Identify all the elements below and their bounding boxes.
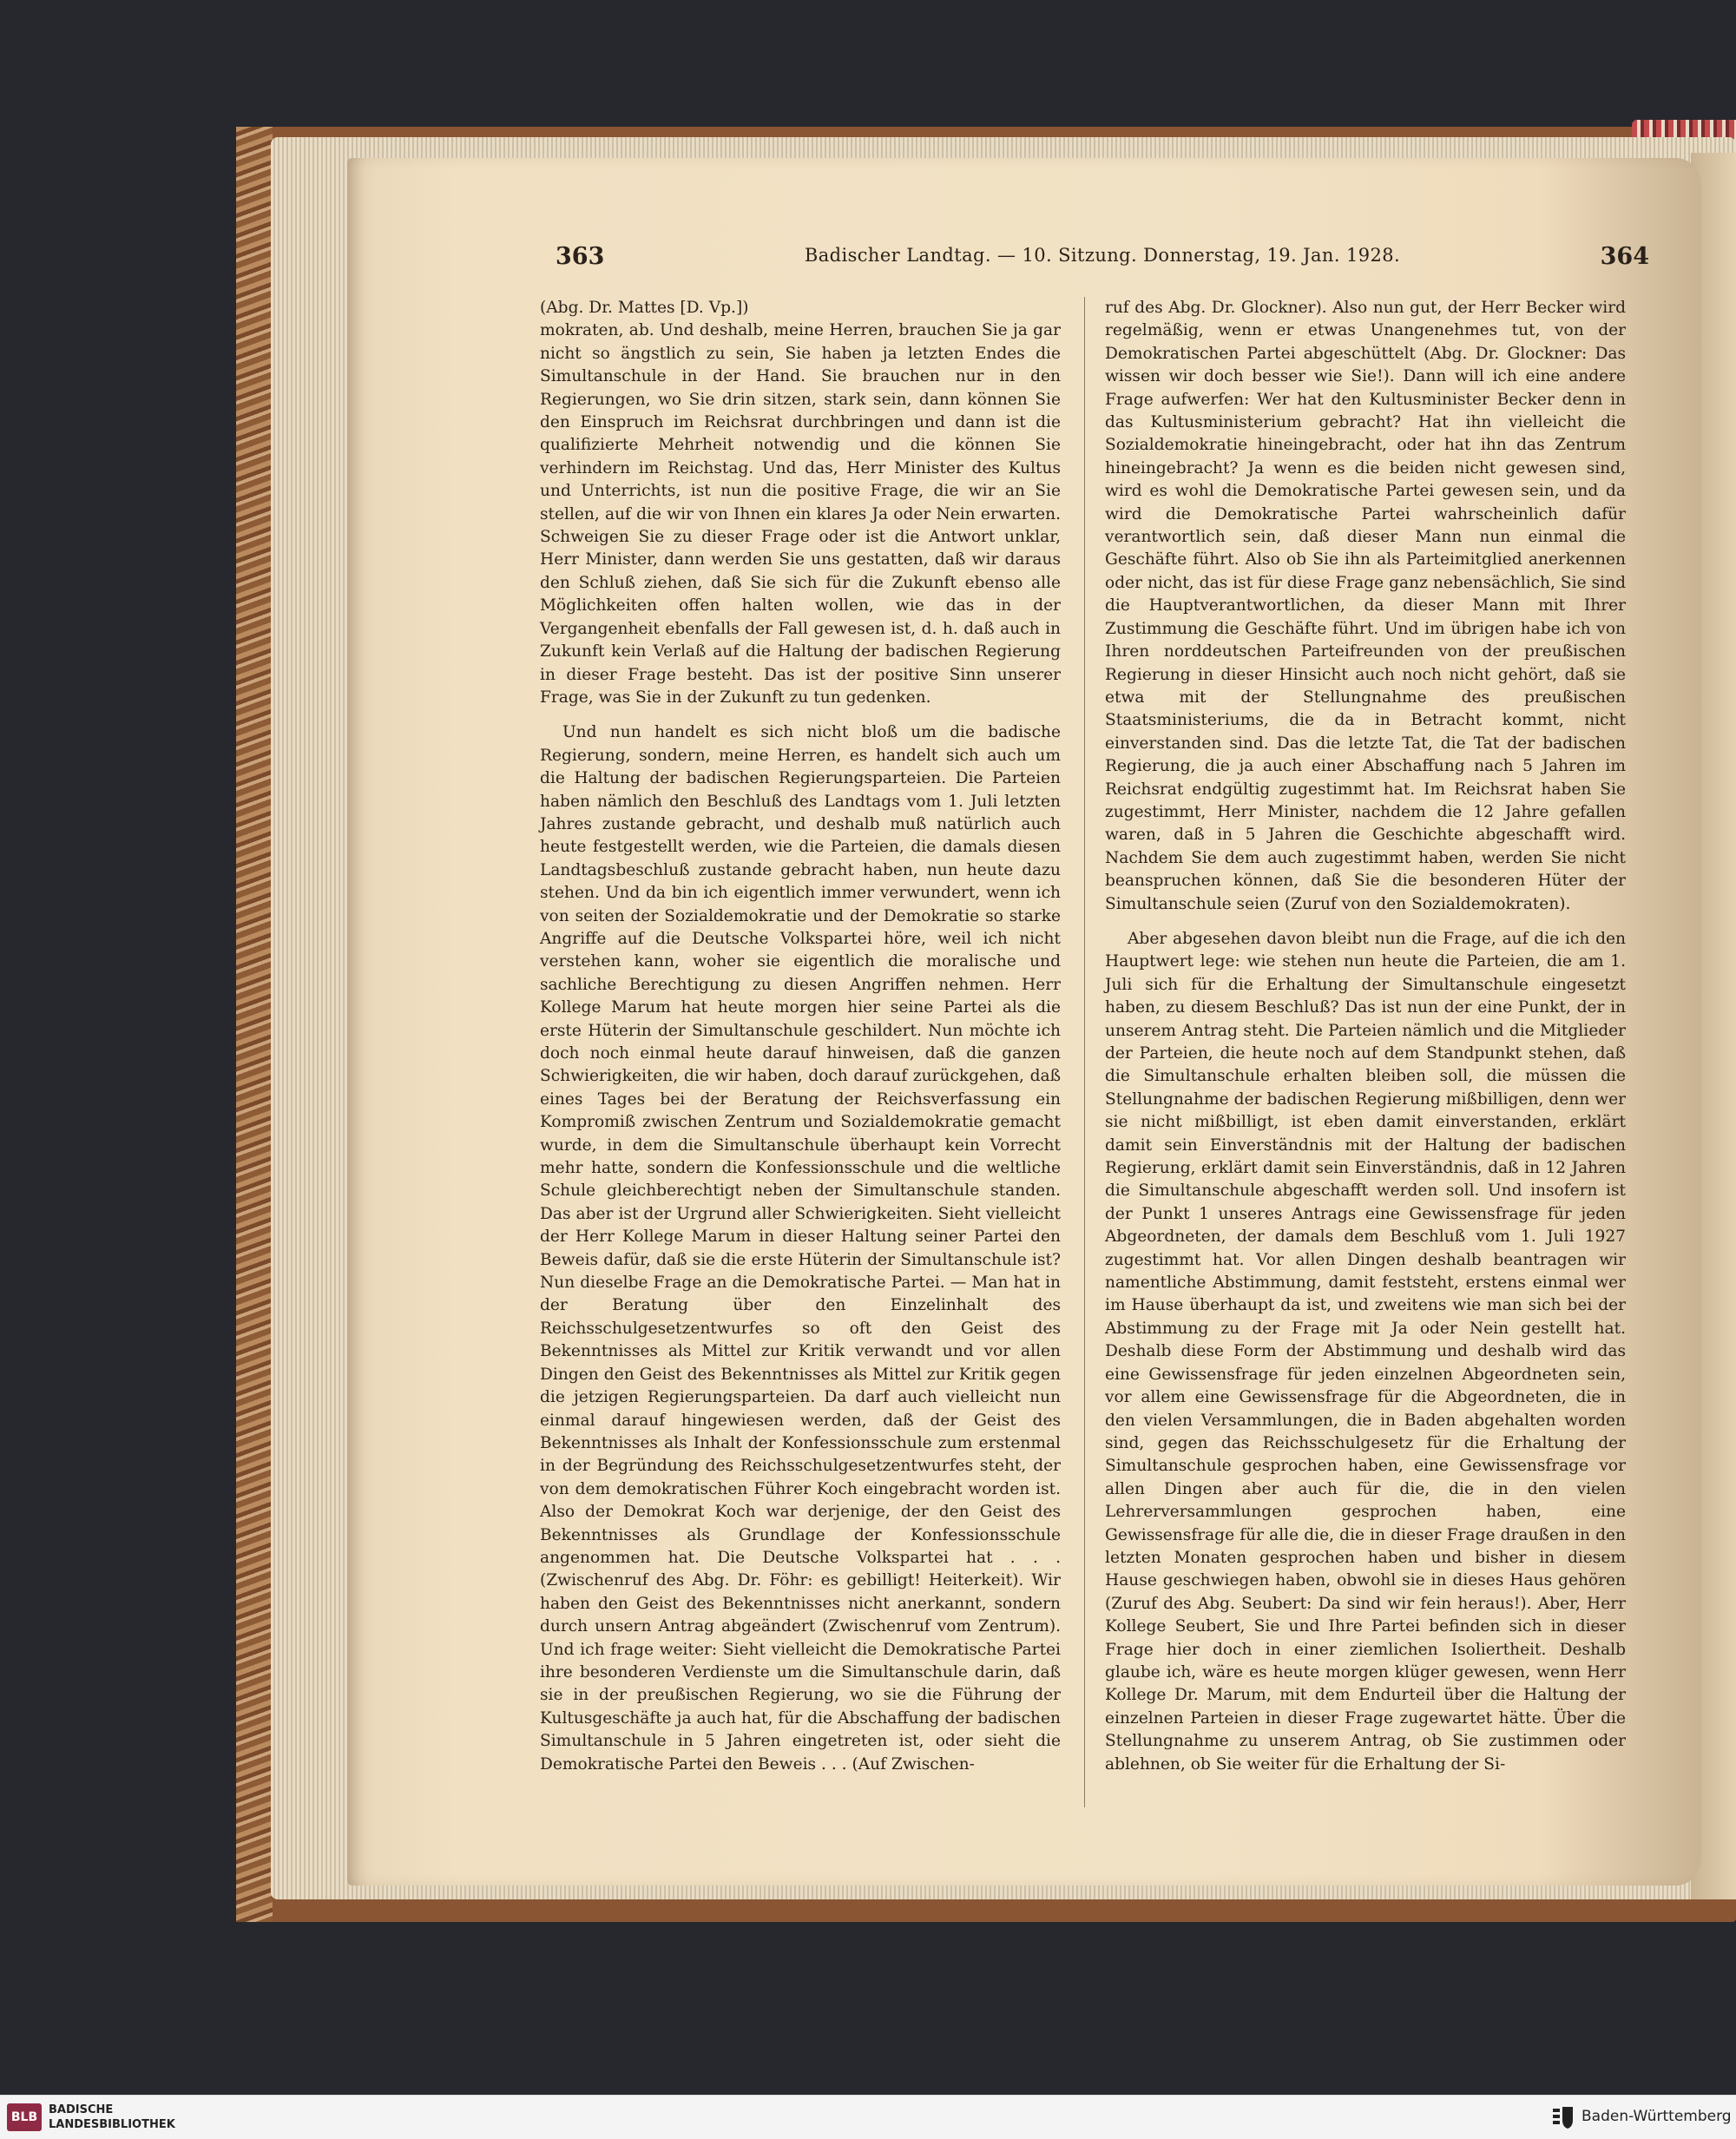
running-head-title: Badischer Landtag. — 10. Sitzung. Donnerstag, 19. Jan. 1928. [804, 245, 1401, 266]
paragraph: mokraten, ab. Und deshalb, meine Herren, brauchen Sie ja gar nicht so ängstlich zu sein, Sie haben ja letzten Endes die Simultanschule in der Hand. Sie brauchen nur in den Regierungen, wo Sie drin sitzen, stark sein, dann können Sie den Einspruch im Reichsrat durchbringen und dann ist die qualifizierte Mehrheit notwendig und die können Sie verhindern im Reichstag. Und das, Herr Minister des Kultus und Unterrichts, ist nun die positive Frage, die wir an Sie stellen, auf die wir von Ihnen ein klares Ja oder Nein erwarten. Schweigen Sie zu dieser Frage oder ist die Antwort unklar, Herr Minister, dann werden Sie uns gestatten, daß wir daraus den Schluß ziehen, daß Sie sich für die Zukunft ebenso alle Möglichkeiten offen halten wollen, wie das in der Vergangenheit ebenfalls der Fall gewesen ist, d. h. daß auch in Zukunft kein Verlaß auf die Haltung der badischen Regierung in dieser Frage besteht. Das ist der positive Sinn unserer Frage, was Sie in der Zukunft zu tun gedenken. [540, 321, 1061, 707]
paragraph: Aber abgesehen davon bleibt nun die Frage, auf die ich den Hauptwert lege: wie stehen nun heute die Parteien, die am 1. Juli sich für die Erhaltung der Simultanschule eingesetzt haben, zu diesem Beschluß? Das ist nun der eine Punkt, der in unserem Antrag steht. Die Parteien nämlich und die Mitglieder der Parteien, die heute noch auf dem Standpunkt stehen, daß die Simultanschule erhalten bleiben soll, die müssen die Stellungnahme der badischen Regierung mißbilligen, denn wer sie nicht mißbilligt, ist eben damit einverstanden, erklärt damit sein Einverständnis mit der Haltung der badischen Regierung, erklärt damit sein Einverständnis, daß in 12 Jahren die Simultanschule abgeschafft werden soll. Und insofern ist der Punkt 1 unseres Antrags eine Gewissensfrage für jeden Abgeordneten, der damals dem Beschluß vom 1. Juli 1927 zugestimmt hat. Vor allen Dingen deshalb beantragen wir namentliche Abstimmung, damit feststeht, erstens einmal wer im Hause überhaupt da ist, und zweitens wie man sich bei der Abstimmung zu der Frage mit Ja oder Nein gestellt hat. Deshalb diese Form der Abstimmung und deshalb wird das eine Gewissensfrage für jeden einzelnen Abgeordneten sein, vor allem eine Gewissensfrage für die Abgeordneten, die in den vielen Versammlungen, die in Baden abgehalten worden sind, gegen das Reichsschulgesetz für die Erhaltung der Simultanschule gesprochen haben, eine Gewissensfrage vor allen Dingen aber auch für die, die in den vielen Lehrerversammlungen gesprochen haben, eine Gewissensfrage für alle die, die in dieser Frage draußen in den letzten Monaten gesprochen haben und bisher in diesem Hause geschwiegen haben, obwohl sie in dieses Haus gehören (Zuruf des Abg. Seubert: Da sind wir fein heraus!). Aber, Herr Kollege Seubert, Sie und Ihre Partei befinden sich in dieser Frage hier doch in einer ziemlichen Isoliertheit. Deshalb glaube ich, wäre es heute morgen klüger gewesen, wenn Herr Kollege Dr. Marum, mit dem Endurteil über die Haltung der einzelnen Parteien in dieser Frage zugewartet hätte. Über die Stellungnahme zu unserem Antrag, ob Sie zustimmen oder ablehnen, ob Sie weiter für die Erhaltung der Si- [1105, 929, 1626, 1774]
library-name-line: BADISCHE [49, 2103, 114, 2116]
coat-of-arms-icon [1550, 2104, 1575, 2130]
page-number-right: 364 [1600, 243, 1649, 270]
text-column-left [540, 297, 1061, 1776]
marbled-cover-edge [236, 127, 273, 1922]
page-number-left: 363 [556, 243, 605, 270]
text-column-right [1105, 297, 1626, 1776]
paragraph: ruf des Abg. Dr. Glockner). Also nun gut, der Herr Becker wird regelmäßig, wenn er etwas Unangenehmes tut, von der Demokratischen Partei abgeschüttelt (Abg. Dr. Glockner: Das wissen wir doch besser wie Sie!). Dann will ich eine andere Frage aufwerfen: Wer hat den Kultusminister Becker denn in das Kultusministerium gebracht? Hat ihn vielleicht die Sozialdemokratie hineingebracht, oder hat ihn das Zentrum hineingebracht? Ja wenn es die beiden nicht gewesen sind, wird es wohl die Demokratische Partei gewesen sein, und da wird die Demokratische Partei wahrscheinlich dafür verantwortlich sein, daß dieser Mann nun einmal die Geschäfte führt. Also ob Sie ihn als Parteimitglied anerkennen oder nicht, das ist für diese Frage ganz nebensächlich, Sie sind die Hauptverantwortlichen, da dieser Mann mit Ihrer Zustimmung die Geschäfte führt. Und im übrigen habe ich von Ihren norddeutschen Parteifreunden von der preußischen Regierung in dieser Hinsicht auch noch nicht gehört, daß sie etwa mit der Stellungnahme des preußischen Staatsministeriums, die da in Betracht kommt, nicht einverstanden sind. Das die letzte Tat, die Tat der badischen Regierung, die ja auch einer Abschaffung nach 5 Jahren im Reichsrat endgültig zugestimmt hat. Im Reichsrat haben Sie zugestimmt, Herr Minister, nachdem die 12 Jahre gefallen waren, daß in 5 Jahren die Geschichte abgeschafft wird. Nachdem Sie dem auch zugestimmt haben, werden Sie nicht beanspruchen können, daß Sie die besonderen Hüter der Simultanschule seien (Zuruf von den Sozialdemokraten). [1105, 299, 1626, 913]
library-name-line: LANDESBIBLIOTHEK [49, 2118, 175, 2131]
column-divider [1084, 297, 1085, 1807]
paragraph: Und nun handelt es sich nicht bloß um die badische Regierung, sondern, meine Herren, es handelt sich auch um die Haltung der badischen Regierungsparteien. Die Parteien haben nämlich den Beschluß des Landtags vom 1. Juli letzten Jahres zustande gebracht, und deshalb muß natürlich auch heute festgestellt werden, wie die Parteien, die damals diesen Landtagsbeschluß zustande gebracht haben, nun heute dazu stehen. Und da bin ich eigentlich immer verwundert, wenn ich von seiten der Sozialdemokratie und der Demokratie so starke Angriffe auf die Deutsche Volkspartei höre, weil ich nicht verstehen kann, woher sie eigentlich die moralische und sachliche Berechtigung zu diesen Angriffen nehmen. Herr Kollege Marum hat heute morgen hier seine Partei als die erste Hüterin der Simultanschule geschildert. Nun möchte ich doch noch einmal heute darauf hinweisen, daß die ganzen Schwierigkeiten, die wir haben, doch darauf zurückgehen, daß eines Tages bei der Beratung der Reichsverfassung ein Kompromiß zwischen Zentrum und Sozialdemokratie gemacht wurde, in dem die Simultanschule überhaupt kein Vorrecht mehr hatte, sondern die Konfessionsschule und die weltliche Schule gleichberechtigt neben der Simultanschule standen. Das aber ist der Urgrund aller Schwierigkeiten. Sieht vielleicht der Herr Kollege Marum in dieser Haltung seiner Partei den Beweis dafür, daß sie die erste Hüterin der Simultanschule ist? Nun dieselbe Frage an die Demokratische Partei. — Man hat in der Beratung über den Einzelinhalt des Reichsschulgesetzentwurfes so oft den Geist des Bekenntnisses als Mittel zur Kritik verwandt und vor allen Dingen den Geist des Bekenntnisses als Mittel zur Kritik gegen die jetzigen Regierungsparteien. Da darf auch vielleicht nun einmal darauf hingewiesen werden, daß der Geist des Bekenntnisses als Inhalt der Konfessionsschule zum erstenmal in der Begründung des Reichsschulgesetzentwurfes steht, der von dem demokratischen Führer Koch eingebracht worden ist. Also der Demokrat Koch war derjenige, der den Geist des Bekenntnisses als Grundlage der Konfessionsschule angenommen hat. Die Deutsche Volkspartei hat . . . (Zwischenruf des Abg. Dr. Föhr: es gebilligt! Heiterkeit). Wir haben den Geist des Bekenntnisses nicht anerkannt, sondern durch unsern Antrag abgeändert (Zwischenruf vom Zentrum). Und ich frage weiter: Sieht vielleicht die Demokratische Partei ihre besonderen Verdienste um die Simultanschule darin, daß sie in der preußischen Regierung, wo sie die Führung der Kultusgeschäfte ja auch hat, für die Abschaffung der badischen Simultanschule in 5 Jahren eingetreten ist, oder sieht die Demokratische Partei den Beweis . . . (Auf Zwischen- [540, 723, 1061, 1774]
blb-logo[interactable]: BLB [7, 2103, 42, 2131]
library-name [49, 2103, 222, 2132]
state-label: Baden-Württemberg [1581, 2108, 1732, 2125]
speaker-header: (Abg. Dr. Mattes [D. Vp.]) [540, 299, 749, 317]
running-head [556, 243, 1649, 278]
viewer-footer [0, 2095, 1736, 2139]
